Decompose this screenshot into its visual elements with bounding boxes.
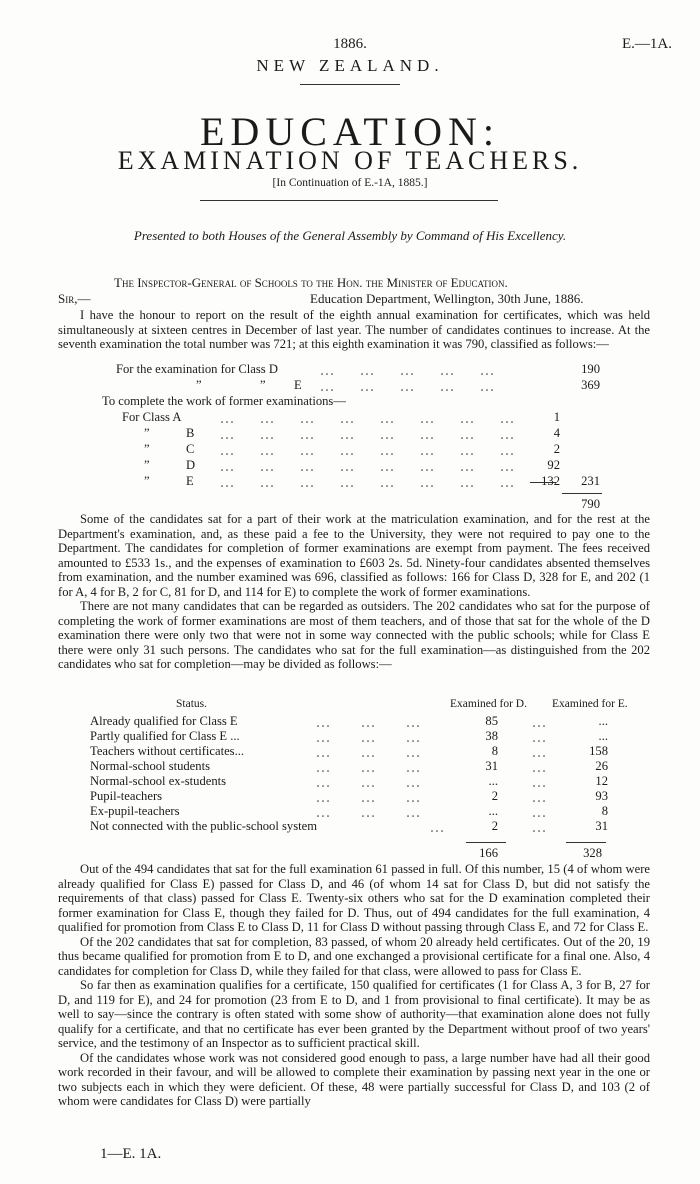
examined-e-value: 93 bbox=[595, 789, 608, 803]
leader-dots: ... bbox=[532, 804, 547, 821]
class-e-value: 369 bbox=[581, 378, 600, 392]
leader-dots: ... bbox=[532, 789, 547, 806]
leader-dots: ... ... ... bbox=[316, 744, 421, 761]
class-d-value: 190 bbox=[581, 362, 600, 376]
leader-dots: ... bbox=[430, 819, 445, 836]
page-footer-signature: 1—E. 1A. bbox=[100, 1146, 162, 1162]
class-d-label: For the examination for Class D bbox=[116, 362, 278, 376]
examined-e-value: ... bbox=[598, 729, 608, 743]
examined-d-value: ... bbox=[488, 774, 498, 788]
former-class-label: C bbox=[186, 442, 195, 456]
paragraph-results bbox=[58, 862, 650, 1109]
leader-dots: ... bbox=[532, 729, 547, 746]
former-class-label: B bbox=[186, 426, 195, 440]
leader-dots: ... ... ... bbox=[316, 759, 421, 776]
former-class-value: 4 bbox=[553, 426, 560, 440]
page-subtitle: EXAMINATION OF TEACHERS. bbox=[117, 146, 583, 175]
letter-address: The Inspector-General of Schools to the Hon. the Minister of Education. bbox=[114, 275, 508, 290]
examined-e-value: 8 bbox=[601, 804, 608, 818]
status-table bbox=[90, 714, 650, 834]
divider bbox=[300, 84, 400, 85]
leader-dots: ... bbox=[532, 759, 547, 776]
ditto-mark: ” bbox=[144, 442, 150, 456]
former-class-label: E bbox=[186, 474, 194, 488]
status-label: Normal-school students bbox=[90, 759, 210, 773]
former-class-a-label: For Class A bbox=[122, 410, 182, 424]
total-rule bbox=[566, 842, 606, 843]
leader-dots: ... bbox=[532, 744, 547, 761]
status-label: Not connected with the public-school system bbox=[90, 819, 317, 833]
examined-e-value: 158 bbox=[589, 744, 608, 758]
header-year: 1886. bbox=[333, 36, 367, 52]
ditto-mark: ” bbox=[144, 474, 150, 488]
leader-dots: ... ... ... bbox=[316, 804, 421, 821]
status-label: Ex-pupil-teachers bbox=[90, 804, 180, 818]
leader-dots: ... ... ... bbox=[316, 729, 421, 746]
paragraph-text: Some of the candidates sat for a part of their work at the matriculation examination, and for the rest at the Department's examination, and, as these paid a fee to the University, they were not required to pay one to the Department. The candidates for completion of former examinations are exempt from payment. The fees received amounted to £533 1s., and the expenses of examination to £603 2s. 5d. Ninety-four candidates absented themselves from examination, and the number examined was 696, classified as follows: 166 for Class D, 328 for E, and 202 (1 for A, 4 for B, 2 for C, 81 for D, and 114 for E) to complete the work of former examinations. bbox=[58, 512, 650, 599]
column-header-status: Status. bbox=[176, 698, 207, 710]
paragraph-text: Of the candidates whose work was not considered good enough to pass, a large number have had all their good work recorded in their favour, and will be allowed to complete their examination by passing next year in the one or two subjects each in which they were deficient. Of these, 48 were partially successful for Class D, and 103 (2 of whom were candidates for Class D) were partially bbox=[58, 1050, 650, 1108]
leader-dots: ... bbox=[532, 714, 547, 731]
leader-dots: ... ... ... bbox=[316, 789, 421, 806]
former-exams-label: To complete the work of former examinations— bbox=[102, 394, 346, 408]
leader-dots: ... ... ... ... ... ... ... ... bbox=[220, 458, 515, 475]
grand-total: 790 bbox=[581, 497, 600, 511]
paragraph-text: So far then as examination qualifies for a certificate, 150 qualified for certificates (1 for Class A, 3 for B, 27 for D, and 119 for E), and 24 for promotion (23 from E to D, and 1 from provisional to final certificate). It may be as well to say—since the contrary is often stated with some show of authority—that examination alone does not fully qualify for a certificate, and that no certificate has ever been granted by the Department without proof of two years' service, and the testimony of an Inspector as to sufficient practical skill. bbox=[58, 978, 650, 1050]
table-row bbox=[90, 714, 650, 729]
examined-d-value: 8 bbox=[491, 744, 498, 758]
table-row bbox=[90, 804, 650, 819]
former-class-label: D bbox=[186, 458, 196, 472]
examined-e-value: 26 bbox=[595, 759, 608, 773]
leader-dots: ... ... ... ... ... bbox=[320, 362, 495, 379]
leader-dots: ... ... ... ... ... ... ... ... bbox=[220, 410, 515, 427]
paragraph-text: I have the honour to report on the result of the eighth annual examination for certificates, which was held simultaneously at sixteen centres in December of last year. The number of candidates continues to increase. At the seventh examination the total number was 721; at this eighth examination it was 790, classified as follows:— bbox=[58, 308, 650, 351]
paragraph-text: Out of the 494 candidates that sat for the full examination 61 passed in full. Of this number, 15 (4 of whom were already qualified for Class E) passed for Class D, and 46 (of whom 14 sat for Class D, but did not satisfy the requirements of that class) passed for Class E. Twenty-six others who sat for the D examination completed their former examination for Class E, though they failed for D. Thus, out of 494 candidates for the full examination, 4 qualified for promotion from Class E to Class D, 11 for Class D without passing through Class E, and 72 for Class E. bbox=[58, 862, 650, 934]
examined-d-value: ... bbox=[488, 804, 498, 818]
table-row bbox=[90, 744, 650, 759]
document-reference: E.—1A. bbox=[622, 36, 672, 52]
former-class-value: 2 bbox=[553, 442, 560, 456]
table-row bbox=[90, 789, 650, 804]
ditto-mark: ” bbox=[260, 378, 266, 392]
paragraph-fees bbox=[58, 512, 650, 672]
column-header-d: Examined for D. bbox=[450, 698, 527, 710]
leader-dots: ... ... ... bbox=[316, 774, 421, 791]
examined-e-value: 31 bbox=[595, 819, 608, 833]
continuation-note: [In Continuation of E.-1A, 1885.] bbox=[272, 177, 428, 189]
examined-d-value: 31 bbox=[485, 759, 498, 773]
examined-d-value: 85 bbox=[485, 714, 498, 728]
status-label: Teachers without certificates... bbox=[90, 744, 245, 758]
total-rule bbox=[466, 842, 506, 843]
presentation-line: Presented to both Houses of the General Assembly by Command of His Excellency. bbox=[133, 228, 567, 243]
table-row bbox=[90, 819, 650, 834]
leader-dots: ... bbox=[532, 774, 547, 791]
table-row bbox=[90, 729, 650, 744]
examined-d-value: 38 bbox=[485, 729, 498, 743]
leader-dots: ... bbox=[532, 819, 547, 836]
former-class-value: 92 bbox=[547, 458, 560, 472]
examined-e-value: 12 bbox=[595, 774, 608, 788]
leader-dots: ... ... ... ... ... ... ... ... bbox=[220, 442, 515, 459]
class-e-label: E bbox=[294, 378, 302, 392]
salutation: Sir,— bbox=[58, 291, 91, 306]
divider bbox=[200, 200, 498, 201]
status-label: Normal-school ex-students bbox=[90, 774, 227, 788]
paragraph-intro bbox=[58, 308, 650, 352]
examined-d-value: 2 bbox=[491, 819, 498, 833]
leader-dots: ... ... ... bbox=[316, 714, 421, 731]
page-title: EDUCATION: bbox=[200, 109, 500, 154]
status-label: Partly qualified for Class E ... bbox=[90, 729, 240, 743]
leader-dots: ... ... ... ... ... ... ... ... bbox=[220, 426, 515, 443]
leader-dots: ... ... ... ... ... bbox=[320, 378, 495, 395]
examined-e-value: ... bbox=[598, 714, 608, 728]
total-d: 166 bbox=[479, 846, 498, 860]
table-row bbox=[90, 774, 650, 789]
country-heading: NEW ZEALAND. bbox=[256, 56, 444, 75]
paragraph-text: There are not many candidates that can be regarded as outsiders. The 202 candidates who sat for the purpose of completing the work of former examinations are most of them teachers, and of those that sat for the whole of the D examination there were only two that were not in some way connected with the public schools; while for Class E there were only 31 such persons. The candidates who sat for the full examination—as distinguished from the 202 candidates who sat for completion—may be divided as follows:— bbox=[58, 599, 650, 671]
examined-d-value: 2 bbox=[491, 789, 498, 803]
ditto-mark: ” bbox=[144, 458, 150, 472]
former-class-value: 132 bbox=[541, 474, 560, 488]
column-header-e: Examined for E. bbox=[552, 698, 628, 710]
total-rule bbox=[562, 493, 602, 494]
status-label: Already qualified for Class E bbox=[90, 714, 238, 728]
dash-rule bbox=[530, 482, 556, 483]
paragraph-text: Of the 202 candidates that sat for completion, 83 passed, of whom 20 already held certificates. Out of the 20, 19 thus became qualified for promotion from E to D, and one exchanged a provisional certificate for a final one. Also, 4 candidates for completion for Class D, while they failed for that class, were allowed to pass for Class E. bbox=[58, 934, 650, 978]
letter-dateline: Education Department, Wellington, 30th June, 1886. bbox=[310, 291, 584, 306]
ditto-mark: ” bbox=[196, 378, 202, 392]
leader-dots: ... ... ... ... ... ... ... ... bbox=[220, 474, 515, 491]
status-label: Pupil-teachers bbox=[90, 789, 163, 803]
former-class-value: 1 bbox=[553, 410, 560, 424]
table-row bbox=[90, 759, 650, 774]
total-e: 328 bbox=[583, 846, 602, 860]
ditto-mark: ” bbox=[144, 426, 150, 440]
former-subtotal: 231 bbox=[581, 474, 600, 488]
